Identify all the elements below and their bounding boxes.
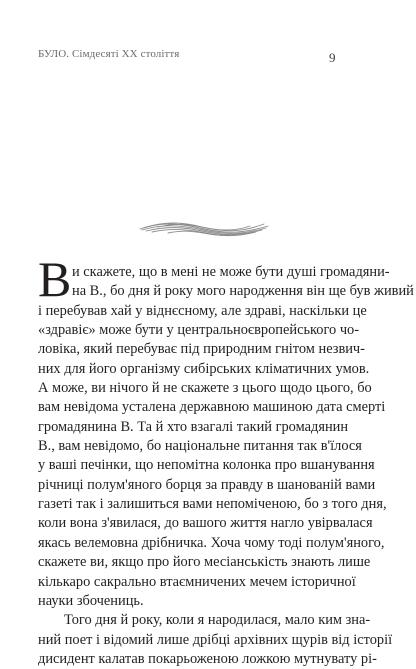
text-line: А може, ви нічого й не скажете з цього щодо цього, бо <box>38 380 372 397</box>
body-text <box>38 263 414 669</box>
drop-cap: В <box>38 251 72 307</box>
text-line: Того дня й року, коли я народилася, мало ким зна- <box>64 612 371 629</box>
page-number: 9 <box>329 50 336 65</box>
text-line: вам невідома усталена державною машиною дата смерті <box>38 399 386 416</box>
text-line: у ваші печінки, що непомітна колонка про вшанування <box>38 457 375 474</box>
text-line: В., вам невідомо, бо національне питання так в'їлося <box>38 438 362 455</box>
text-line: «здравіє» може бути у центральноєвропейського чо- <box>38 322 360 339</box>
running-head: БУЛО. Сімдесяті ХХ століття <box>38 48 180 60</box>
text-line: и скажете, що в мені не може бути душі громадяни- <box>72 264 390 280</box>
text-line: ловіка, який перебуває під природним гнітом незвич- <box>38 341 365 358</box>
text-line: якась велемовна дрібничка. Хоча чому тоді полум'яного, <box>38 534 385 551</box>
text-line: громадянина В. Та й хто взагалі такий громадянин <box>38 418 349 435</box>
text-line: них для його організму сибірських кліматичних умов. <box>38 360 370 377</box>
text-line: ний поет і відомий лише дрібці архівних щурів від історії <box>38 631 393 648</box>
text-line: на В., бо дня й року мого народження він ще був живий <box>72 283 414 300</box>
text-line: скажете ви, якщо про його месіанськість знають лише <box>38 554 371 571</box>
text-line: науки збочениць. <box>38 592 144 609</box>
text-line: газеті так і залишиться вами непоміченою, бо з того дня, <box>38 496 387 513</box>
text-line: дисидент калатав покарьоженою ложкою мутнувату рі- <box>38 650 377 667</box>
text-line: і перебував хай у віднєсному, але здраві, наскільки це <box>38 302 367 319</box>
wavy-lines-ornament-icon <box>138 218 270 240</box>
text-line: коли вона з'явилася, до вашого життя нагло увірвалася <box>38 515 373 532</box>
text-line: річниці полум'яного борця за правду в шанованій вами <box>38 476 376 493</box>
text-line: кількаро сакрально втаємничених мечем історичної <box>38 573 356 590</box>
